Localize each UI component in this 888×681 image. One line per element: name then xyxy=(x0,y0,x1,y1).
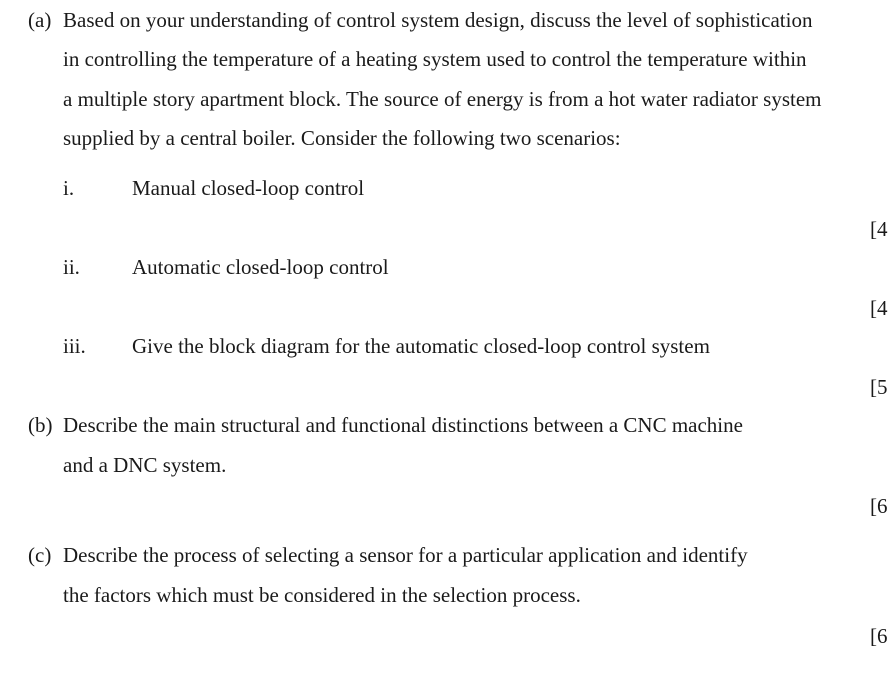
sub-item-text: Manual closed-loop control xyxy=(132,176,365,200)
question-label-b: (b) xyxy=(28,413,53,437)
sub-item-numeral: ii. xyxy=(63,255,80,279)
marks-label: [6 xyxy=(870,624,888,648)
marks-label: [6 xyxy=(870,494,888,518)
marks-label: [4 xyxy=(870,217,888,241)
marks-label: [5 xyxy=(870,375,888,399)
question-b-line-1: Describe the main structural and functional distinctions between a CNC machine xyxy=(63,413,743,437)
question-c-line-1: Describe the process of selecting a sensor for a particular application and identify xyxy=(63,543,748,567)
question-c-line-2: the factors which must be considered in the selection process. xyxy=(63,583,581,607)
question-a-line-4: supplied by a central boiler. Consider the following two scenarios: xyxy=(63,126,621,150)
marks-label: [4 xyxy=(870,296,888,320)
sub-item-text: Give the block diagram for the automatic closed-loop control system xyxy=(132,334,710,358)
question-label-a: (a) xyxy=(28,8,52,32)
question-b-line-2: and a DNC system. xyxy=(63,453,227,477)
sub-item-text: Automatic closed-loop control xyxy=(132,255,389,279)
question-a-line-1: Based on your understanding of control system design, discuss the level of sophistication xyxy=(63,8,813,32)
sub-item-numeral: iii. xyxy=(63,334,86,358)
question-label-c: (c) xyxy=(28,543,52,567)
question-a-line-3: a multiple story apartment block. The source of energy is from a hot water radiator system xyxy=(63,87,822,111)
sub-item-numeral: i. xyxy=(63,176,75,200)
question-a-line-2: in controlling the temperature of a heating system used to control the temperature within xyxy=(63,47,807,71)
